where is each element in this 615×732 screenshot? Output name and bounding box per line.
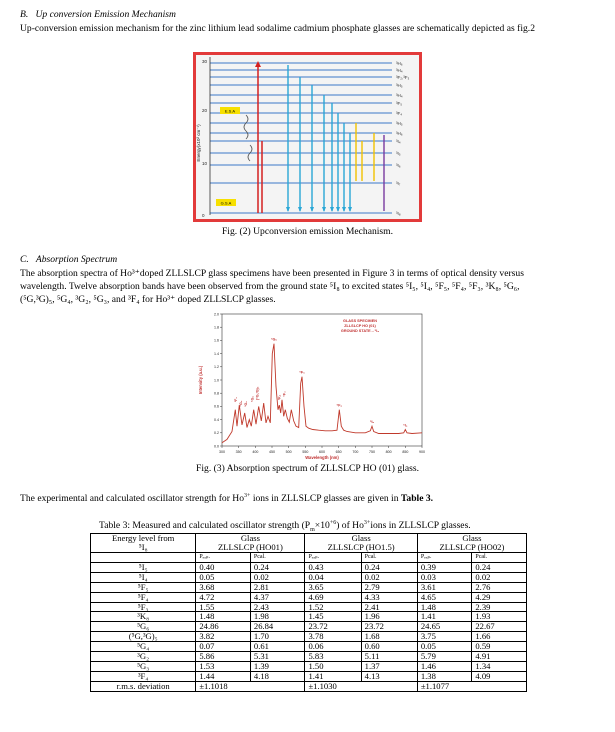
energy-level-label: ³F₅	[396, 101, 403, 106]
table-row	[91, 661, 527, 671]
x-tick-label: 700	[352, 450, 359, 454]
value-cell: 4.09	[472, 671, 527, 681]
nonradiative-decay	[244, 115, 248, 139]
energy-level-cell: ⁵G₃	[91, 661, 196, 671]
energy-level-label: ³I₄	[396, 139, 401, 144]
peak-label: ⁵G₃	[239, 400, 243, 407]
group2-line1: Glass	[351, 533, 371, 543]
value-cell: 1.96	[361, 612, 417, 622]
value-cell: 1.52	[305, 602, 361, 612]
x-tick-label: 400	[252, 450, 259, 454]
peak-label: ⁵G₆	[270, 337, 278, 342]
value-cell: 0.59	[472, 642, 527, 652]
table-row	[91, 572, 527, 582]
table-header-row	[91, 534, 527, 553]
value-cell: 0.04	[305, 572, 361, 582]
group1-line1: Glass	[240, 533, 260, 543]
value-cell: 1.46	[417, 661, 472, 671]
value-cell: 0.43	[305, 562, 361, 572]
value-cell: 0.05	[417, 642, 472, 652]
energy-level-cell: ⁵F₄	[91, 592, 196, 602]
energy-level-label: ³I₈	[396, 211, 401, 216]
peak-label: ³G₂	[244, 401, 248, 407]
value-cell: 2.39	[472, 602, 527, 612]
x-tick-label: 850	[402, 450, 409, 454]
value-cell: 1.39	[250, 661, 305, 671]
x-tick-label: 300	[219, 450, 225, 454]
rms-value: ±1.1077	[417, 681, 526, 691]
value-cell: 4.65	[417, 592, 472, 602]
y-tick-label: 1.8	[214, 325, 219, 330]
peak-label: ⁵I₅	[369, 420, 375, 425]
header-energy-sub: ⁵I₈	[138, 542, 148, 552]
upconversion-diagram	[193, 52, 422, 222]
peak-label: ³K₈	[277, 394, 282, 401]
fig2-y-tick: 10	[202, 161, 208, 166]
subheader-pcal-1: Pcal.	[250, 553, 305, 563]
section-c-heading	[20, 254, 117, 265]
x-tick-label: 450	[269, 450, 275, 454]
value-cell: 0.39	[417, 562, 472, 572]
y-tick-label: 1.6	[214, 338, 219, 343]
subheader-pcal-2: Pcal.	[361, 553, 417, 563]
value-cell: 3.68	[196, 582, 251, 592]
value-cell: 0.40	[196, 562, 251, 572]
emission-arrow-head	[310, 207, 314, 212]
fig2-caption: Fig. (2) Upconversion emission Mechanism.	[221, 226, 394, 237]
energy-level-cell: ⁵G₄	[91, 642, 196, 652]
value-cell: 3.78	[305, 632, 361, 642]
value-cell: 23.72	[361, 622, 417, 632]
table-row	[91, 622, 527, 632]
value-cell: 1.37	[361, 661, 417, 671]
emission-arrow-head	[286, 207, 290, 212]
x-tick-label: 550	[302, 450, 309, 454]
gsa-arrow-head	[255, 61, 261, 67]
value-cell: 3.82	[196, 632, 251, 642]
fig2-y-tick: 30	[202, 59, 208, 64]
value-cell: 1.68	[361, 632, 417, 642]
energy-level-label: ³H₄	[396, 68, 403, 73]
value-cell: 0.02	[472, 572, 527, 582]
table-row	[91, 562, 527, 572]
plot-frame	[222, 314, 422, 446]
table-intro-text-a: The experimental and calculated oscillator strength for Ho	[20, 493, 245, 504]
table3-caption-mid: ×10	[314, 520, 330, 531]
peak-label: ³F₄	[234, 396, 238, 403]
absorption-series-line	[222, 344, 422, 443]
section-c-line3: (⁵G,³G)₅, ⁵G₄, ³G₂, ⁵G₃, and ³F₄ for Ho³⁺ doped ZLLSLCP glasses.	[20, 294, 276, 305]
table-subheader-row	[91, 553, 527, 563]
energy-level-cell: ³K₈	[91, 612, 196, 622]
value-cell: 2.43	[250, 602, 305, 612]
energy-level-label: ³I₇	[396, 181, 401, 186]
value-cell: 1.66	[472, 632, 527, 642]
value-cell: 0.02	[250, 572, 305, 582]
value-cell: 2.81	[250, 582, 305, 592]
emission-arrow-head	[342, 207, 346, 212]
emission-arrow-head	[330, 207, 334, 212]
energy-level-label: ³H₅	[396, 83, 403, 88]
value-cell: 2.76	[472, 582, 527, 592]
value-cell: 4.91	[472, 652, 527, 662]
value-cell: 5.11	[361, 652, 417, 662]
value-cell: 0.03	[417, 572, 472, 582]
value-cell: 24.86	[196, 622, 251, 632]
value-cell: 0.61	[250, 642, 305, 652]
value-cell: 4.33	[361, 592, 417, 602]
value-cell: 2.41	[361, 602, 417, 612]
absorption-spectrum-chart	[190, 308, 430, 461]
value-cell: 1.44	[196, 671, 251, 681]
value-cell: 3.75	[417, 632, 472, 642]
group3-line1: Glass	[462, 533, 482, 543]
value-cell: 22.67	[472, 622, 527, 632]
peak-label: ⁵F₃	[282, 391, 287, 397]
section-b-text: Up-conversion emission mechanism for the zinc lithium lead sodalime cadmium phosphate glasses are schematically depicted as fig.2	[20, 23, 535, 34]
energy-level-label: ³H₄	[396, 93, 403, 98]
emission-arrow-head	[322, 207, 326, 212]
table-row	[91, 612, 527, 622]
table-row	[91, 652, 527, 662]
section-b-label: B.	[20, 9, 29, 20]
table-row	[91, 671, 527, 681]
rms-value: ±1.1018	[196, 681, 305, 691]
value-cell: 1.70	[250, 632, 305, 642]
table-intro-bold: Table 3.	[400, 493, 434, 504]
energy-level-label: ³F₄	[396, 111, 403, 116]
value-cell: 1.45	[305, 612, 361, 622]
value-cell: 1.53	[196, 661, 251, 671]
x-tick-label: 600	[319, 450, 325, 454]
subheader-pexp-2: Pₑₓₚ.	[305, 553, 361, 563]
y-tick-label: 1.0	[214, 378, 219, 383]
emission-arrow-head	[348, 207, 352, 212]
peak-label: ⁵I₄	[403, 423, 408, 428]
value-cell: 0.24	[472, 562, 527, 572]
header-group-3	[417, 534, 526, 553]
oscillator-strength-table	[90, 533, 527, 692]
x-tick-label: 750	[369, 450, 375, 454]
group3-line2: ZLLSLCP (HO02)	[439, 542, 505, 552]
value-cell: 5.83	[305, 652, 361, 662]
energy-level-cell: ³F₄	[91, 671, 196, 681]
value-cell: 5.86	[196, 652, 251, 662]
value-cell: 24.65	[417, 622, 472, 632]
y-tick-label: 0.8	[214, 391, 219, 396]
energy-level-label: ³I₆	[396, 163, 401, 168]
energy-level-cell: ⁵G₆	[91, 622, 196, 632]
energy-level-cell: ⁵I₅	[91, 562, 196, 572]
energy-level-label: ³I₅	[396, 151, 401, 156]
value-cell: 0.02	[361, 572, 417, 582]
table-row	[91, 642, 527, 652]
value-cell: 1.48	[196, 612, 251, 622]
x-tick-label: 650	[335, 450, 342, 454]
fig2-y-tick: 20	[202, 108, 208, 113]
peak-label: ⁵G₄	[250, 395, 255, 403]
value-cell: 3.65	[305, 582, 361, 592]
value-cell: 1.48	[417, 602, 472, 612]
table3-caption-a: Table 3: Measured and calculated oscillator strength (P	[99, 520, 311, 531]
table-row	[91, 602, 527, 612]
group1-line2: ZLLSLCP (HO01)	[217, 542, 283, 552]
table3-caption-end: ) of Ho	[336, 520, 364, 531]
x-tick-label: 500	[285, 450, 292, 454]
header-energy	[91, 534, 196, 553]
peak-label: ⁵F₄	[336, 403, 343, 408]
energy-level-label: ³H₆	[396, 131, 403, 136]
section-c-label: C.	[20, 254, 29, 265]
y-tick-label: 0.6	[214, 404, 219, 409]
table-row	[91, 582, 527, 592]
x-tick-label: 800	[385, 450, 392, 454]
section-c-line1: The absorption spectra of Ho³⁺doped ZLLSLCP glass specimens have been presented in Figure 3 in terms of optical density versus	[20, 268, 524, 279]
value-cell: 0.05	[196, 572, 251, 582]
fig2-y-tick: 0	[202, 213, 205, 218]
group2-line2: ZLLSLCP (HO1.5)	[327, 542, 395, 552]
esa-label: E.S.A	[224, 108, 236, 114]
value-cell: 1.50	[305, 661, 361, 671]
energy-level-label: ³F₂,³F₃	[396, 75, 410, 80]
table3-caption-sup2: 3+	[363, 519, 371, 526]
value-cell: 1.41	[417, 612, 472, 622]
table-row	[91, 592, 527, 602]
subheader-empty	[91, 553, 196, 563]
value-cell: 1.34	[472, 661, 527, 671]
energy-level-cell: ⁵I₄	[91, 572, 196, 582]
table3-caption	[99, 520, 471, 531]
rms-label: r.m.s. deviation	[91, 681, 196, 691]
table3-caption-sub: m	[310, 526, 315, 533]
section-c-title: Absorption Spectrum	[35, 254, 118, 265]
value-cell: 2.79	[361, 582, 417, 592]
subheader-pcal-3: Pcal.	[472, 553, 527, 563]
value-cell: 0.06	[305, 642, 361, 652]
value-cell: 4.69	[305, 592, 361, 602]
value-cell: 4.72	[196, 592, 251, 602]
peak-label: ⁵F₅	[299, 370, 305, 375]
energy-level-cell: ⁵F₃	[91, 602, 196, 612]
x-axis-label: Wavelength (nm)	[305, 455, 339, 460]
energy-level-cell: ⁵F₅	[91, 582, 196, 592]
x-tick-label: 350	[235, 450, 242, 454]
value-cell: 0.60	[361, 642, 417, 652]
table3-caption-sup: +6	[329, 519, 337, 526]
y-tick-label: 0.0	[214, 444, 219, 449]
table-row	[91, 632, 527, 642]
subheader-pexp-3: Pₑₓₚ.	[417, 553, 472, 563]
fig3-caption: Fig. (3) Absorption spectrum of ZLLSLCP HO (01) glass.	[196, 463, 419, 474]
value-cell: 1.41	[305, 671, 361, 681]
value-cell: 4.29	[472, 592, 527, 602]
value-cell: 1.98	[250, 612, 305, 622]
value-cell: 3.61	[417, 582, 472, 592]
emission-arrow-head	[336, 207, 340, 212]
legend-text: GLASS SPECIMEN	[343, 319, 377, 323]
y-tick-label: 0.4	[214, 417, 219, 422]
energy-level-cell: (⁵G,³G)₅	[91, 632, 196, 642]
emission-arrow-head	[298, 207, 302, 212]
x-tick-label: 900	[419, 450, 425, 454]
value-cell: 4.13	[361, 671, 417, 681]
table-intro	[20, 493, 433, 504]
gsa-label: G.S.A	[220, 200, 232, 206]
header-group-2	[305, 534, 417, 553]
value-cell: 1.55	[196, 602, 251, 612]
table3-caption-tail: ions in ZLLSLCP glasses.	[370, 520, 471, 531]
value-cell: 4.18	[250, 671, 305, 681]
section-b-title: Up conversion Emission Mechanism	[35, 9, 176, 20]
section-b-heading	[20, 9, 176, 20]
value-cell: 1.93	[472, 612, 527, 622]
table-intro-sup: 3+	[244, 492, 251, 499]
value-cell: 0.24	[361, 562, 417, 572]
value-cell: 26.84	[250, 622, 305, 632]
fig2-y-label: Energy(x10³ cm⁻¹)	[196, 124, 201, 162]
section-c-line2: wavelength. Twelve absorption bands have been observed from the ground state ⁵I₈ to excited states ⁵I₅, ⁵I₄, ⁵F₅, ⁵F₄, ⁵F₃, ³K₈, ⁵G₆,	[20, 281, 520, 292]
y-tick-label: 2.0	[214, 312, 219, 317]
rms-row	[91, 681, 527, 691]
table-intro-text-b: ions in ZLLSLCP glasses are given in	[250, 493, 401, 504]
y-axis-label: Intensity (a.u.)	[198, 365, 203, 395]
value-cell: 5.31	[250, 652, 305, 662]
peak-label: (⁵G,³G)₅	[255, 386, 260, 401]
value-cell: 0.24	[250, 562, 305, 572]
y-tick-label: 1.2	[214, 365, 219, 370]
energy-level-cell: ³G₂	[91, 652, 196, 662]
energy-level-label: ³H₅	[396, 121, 403, 126]
y-tick-label: 0.2	[214, 431, 219, 436]
header-group-1	[196, 534, 305, 553]
value-cell: 0.07	[196, 642, 251, 652]
legend-text: GROUND STATE→⁵I₈	[340, 329, 380, 333]
value-cell: 23.72	[305, 622, 361, 632]
subheader-pexp-1: Pₑₓₚ.	[196, 553, 251, 563]
y-tick-label: 1.4	[214, 351, 219, 356]
header-energy-label: Energy level from	[111, 533, 175, 543]
value-cell: 5.79	[417, 652, 472, 662]
rms-value: ±1.1030	[305, 681, 417, 691]
value-cell: 4.37	[250, 592, 305, 602]
legend-text: ZLLSLCP HO (01)	[344, 324, 376, 328]
value-cell: 1.38	[417, 671, 472, 681]
energy-level-label: ³H₆	[396, 61, 403, 66]
